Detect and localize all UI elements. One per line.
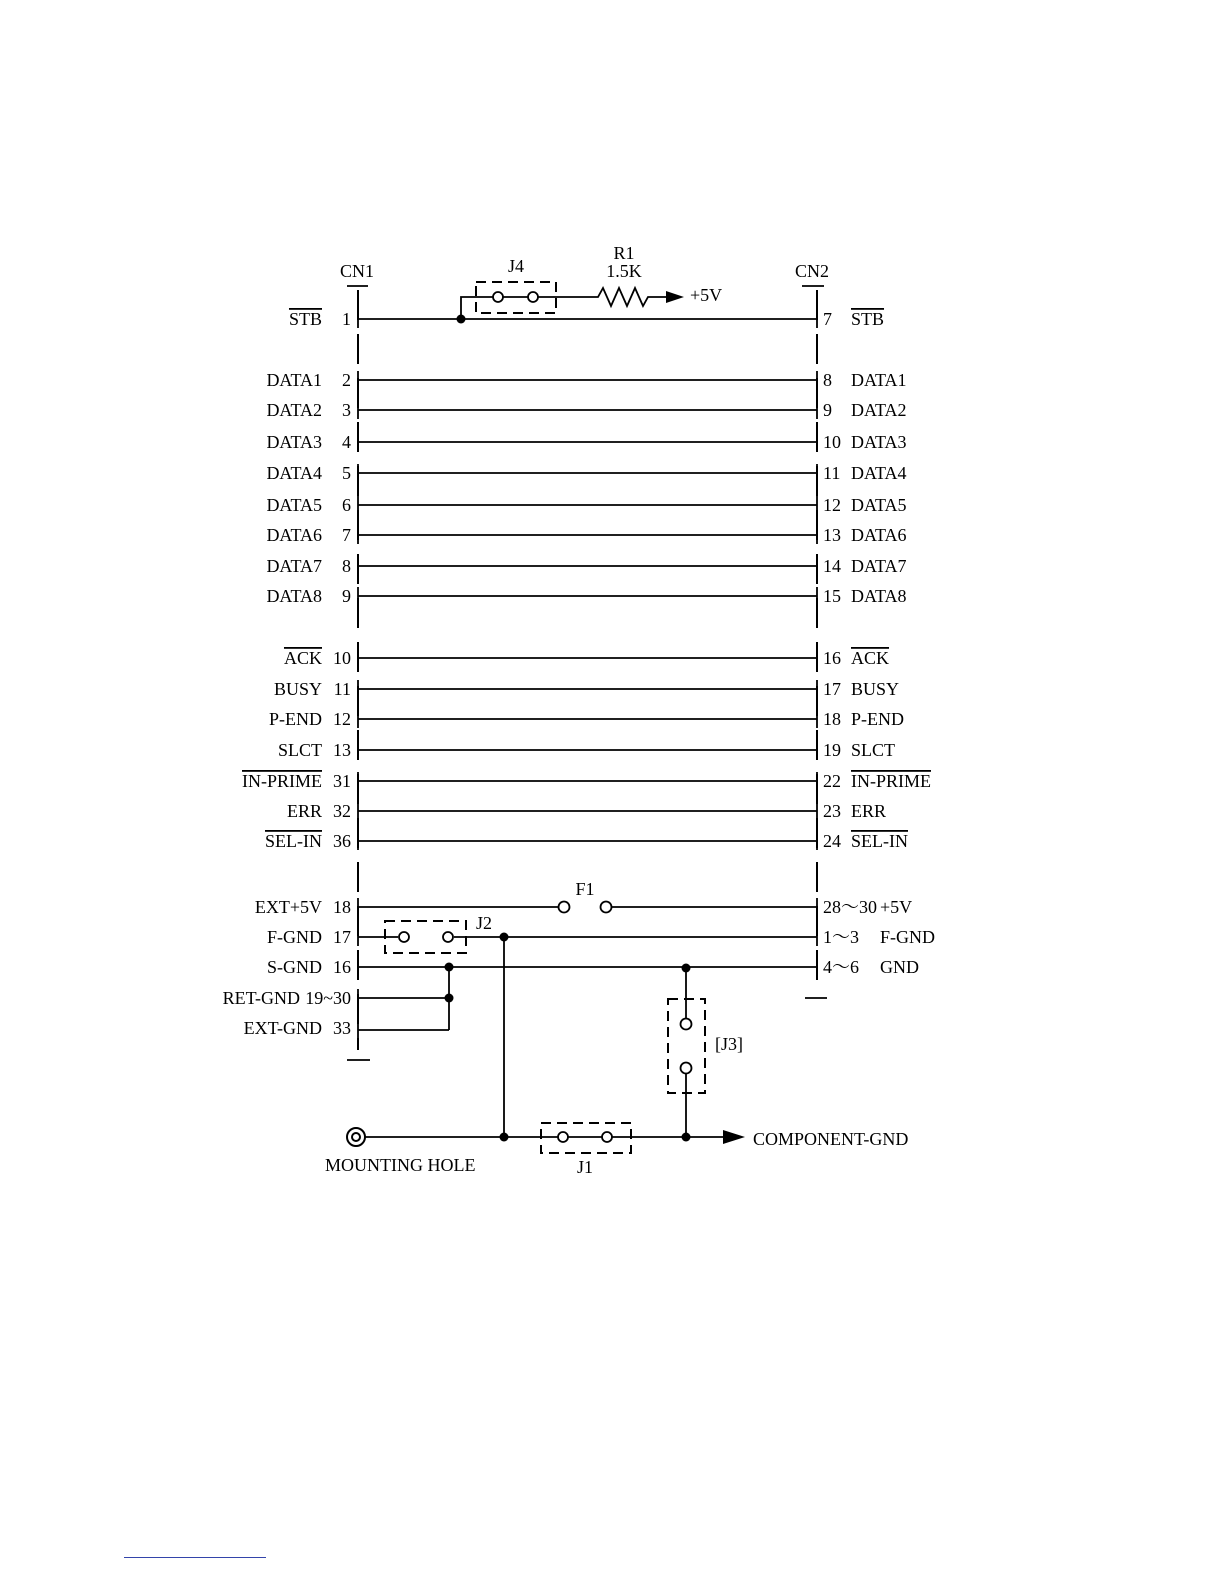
cn1-signal-name: DATA1 xyxy=(266,370,322,390)
cn2-signal-name: DATA4 xyxy=(851,463,907,483)
power-row xyxy=(267,927,935,947)
cn1-pin-number: 17 xyxy=(333,927,351,947)
f1-label: F1 xyxy=(575,879,595,899)
j3-terminal-b xyxy=(681,1063,692,1074)
cn2-pin-number: 14 xyxy=(823,556,841,576)
signal-row xyxy=(287,801,886,821)
cn1-power-name: S-GND xyxy=(266,957,322,977)
footer-rule xyxy=(124,1557,266,1558)
power-rows xyxy=(255,897,935,977)
cn2-signal-name: DATA1 xyxy=(851,370,907,390)
cn1-power-name: F-GND xyxy=(266,927,322,947)
signal-row xyxy=(284,648,889,668)
cn1-pin-number: 7 xyxy=(342,525,351,545)
signal-row xyxy=(266,556,906,576)
signal-row xyxy=(266,495,906,515)
cn1-pin-number: 32 xyxy=(333,801,351,821)
f1-terminal-a xyxy=(559,902,570,913)
r1-supply-arrow xyxy=(666,291,684,303)
cn2-pin-number: 7 xyxy=(823,309,832,329)
ext-gnd-name: EXT-GND xyxy=(243,1018,322,1038)
cn2-signal-name: DATA2 xyxy=(851,400,907,420)
j2-label: J2 xyxy=(475,913,493,933)
signal-row xyxy=(266,525,906,545)
cn2-signal-name: DATA3 xyxy=(851,432,907,452)
signal-row xyxy=(274,679,899,699)
cn2-signal-name: DATA8 xyxy=(851,586,907,606)
mounting-hole-center-icon xyxy=(352,1133,360,1141)
signal-row xyxy=(269,709,904,729)
j3-label: [J3] xyxy=(715,1034,743,1054)
cn2-signal-name: DATA7 xyxy=(851,556,907,576)
cn2-power-name: GND xyxy=(880,957,919,977)
signal-row xyxy=(266,586,906,606)
j2-terminal-b xyxy=(443,932,453,942)
signal-rows xyxy=(242,309,931,851)
cn2-pin-number: 16 xyxy=(823,648,841,668)
cn2-signal-name: ACK xyxy=(851,648,890,668)
cn1-signal-name: BUSY xyxy=(273,679,322,699)
j1-box xyxy=(541,1123,631,1153)
j3-terminal-a xyxy=(681,1019,692,1030)
cn2-signal-name: ERR xyxy=(851,801,887,821)
cn1-power-name: EXT+5V xyxy=(254,897,322,917)
r1-name: R1 xyxy=(613,243,635,263)
r1-value: 1.5K xyxy=(606,261,642,281)
cn1-pin-number: 16 xyxy=(333,957,351,977)
cn2-pin-number: 12 xyxy=(823,495,841,515)
r1-supply-label: +5V xyxy=(690,285,723,305)
cn1-pin-number: 13 xyxy=(333,740,351,760)
r1-resistor xyxy=(558,288,668,306)
signal-row xyxy=(265,831,908,851)
ret-gnd-pin: 19~30 xyxy=(305,988,351,1008)
cn1-signal-name: ERR xyxy=(286,801,322,821)
signal-row xyxy=(266,370,906,390)
cn1-pin-number: 36 xyxy=(333,831,351,851)
cn2-pin-number: 8 xyxy=(823,370,832,390)
cn2-signal-name: DATA5 xyxy=(851,495,907,515)
cn1-signal-name: DATA5 xyxy=(266,495,322,515)
cn1-signal-name: DATA2 xyxy=(266,400,322,420)
cn2-pin-number: 28～30 xyxy=(823,897,877,917)
signal-row xyxy=(289,309,884,329)
ext-gnd-pin: 33 xyxy=(333,1018,351,1038)
cn1-pin-number: 6 xyxy=(342,495,351,515)
component-gnd-label: COMPONENT-GND xyxy=(753,1129,909,1149)
cn2-signal-name: SEL-IN xyxy=(851,831,908,851)
cn2-pin-number: 11 xyxy=(823,463,841,483)
cn1-signal-name: P-END xyxy=(269,709,322,729)
cn1-signal-name: DATA7 xyxy=(266,556,322,576)
cn2-pin-number: 22 xyxy=(823,771,841,791)
cn2-label: CN2 xyxy=(794,261,830,281)
signal-row xyxy=(242,771,931,791)
cn2-pin-number: 13 xyxy=(823,525,841,545)
j2-terminal-a xyxy=(399,932,409,942)
cn1-pin-number: 31 xyxy=(333,771,351,791)
j1-terminal-a xyxy=(558,1132,568,1142)
component-gnd-arrow xyxy=(723,1130,745,1144)
power-row xyxy=(267,957,919,977)
chassis-junction-dot-1 xyxy=(500,1133,509,1142)
cn2-pin-number: 10 xyxy=(823,432,841,452)
j4-terminal-b xyxy=(528,292,538,302)
cn2-pin-number: 19 xyxy=(823,740,841,760)
signal-row xyxy=(266,463,906,483)
cn2-signal-name: STB xyxy=(851,309,885,329)
cn2-signal-name: BUSY xyxy=(851,679,900,699)
j1-terminal-b xyxy=(602,1132,612,1142)
cn2-pin-number: 1～3 xyxy=(823,927,859,947)
cn2-signal-name: IN-PRIME xyxy=(851,771,931,791)
cn1-pin-number: 9 xyxy=(342,586,351,606)
mounting-hole-label: MOUNTING HOLE xyxy=(325,1155,476,1175)
cn2-signal-name: SLCT xyxy=(851,740,896,760)
cn1-pin-number: 10 xyxy=(333,648,351,668)
j1-label: J1 xyxy=(576,1157,594,1177)
cn2-pin-number: 18 xyxy=(823,709,841,729)
cn1-signal-name: DATA3 xyxy=(266,432,322,452)
cn1-pin-number: 11 xyxy=(333,679,351,699)
power-row xyxy=(255,897,912,917)
signal-row xyxy=(266,432,906,452)
cn2-pin-number: 4～6 xyxy=(823,957,859,977)
cn1-pin-number: 1 xyxy=(342,309,351,329)
cn2-pin-number: 17 xyxy=(823,679,841,699)
cn1-pin-number: 18 xyxy=(333,897,351,917)
cn1-pin-number: 2 xyxy=(342,370,351,390)
signal-row xyxy=(278,740,895,760)
cn1-signal-name: SEL-IN xyxy=(265,831,322,851)
cn2-power-name: F-GND xyxy=(880,927,936,947)
j4-label: J4 xyxy=(507,256,525,276)
cn2-pin-number: 24 xyxy=(823,831,841,851)
ret-gnd-name: RET-GND xyxy=(222,988,300,1008)
cn2-pin-number: 23 xyxy=(823,801,841,821)
cn1-signal-name: DATA4 xyxy=(266,463,322,483)
cn1-signal-name: DATA6 xyxy=(266,525,322,545)
j4-terminal-a xyxy=(493,292,503,302)
cn2-signal-name: P-END xyxy=(851,709,904,729)
cn1-signal-name: STB xyxy=(288,309,322,329)
cn1-signal-name: IN-PRIME xyxy=(242,771,322,791)
cn1-signal-name: DATA8 xyxy=(266,586,322,606)
cn1-signal-name: ACK xyxy=(283,648,322,668)
cn1-label: CN1 xyxy=(339,261,375,281)
signal-row xyxy=(266,400,906,420)
cn2-signal-name: DATA6 xyxy=(851,525,907,545)
cn2-pin-number: 15 xyxy=(823,586,841,606)
cn2-pin-number: 9 xyxy=(823,400,832,420)
cn1-pin-number: 3 xyxy=(342,400,351,420)
cn1-pin-number: 5 xyxy=(342,463,351,483)
cn1-pin-number: 12 xyxy=(333,709,351,729)
cn1-pin-number: 8 xyxy=(342,556,351,576)
cn1-signal-name: SLCT xyxy=(277,740,322,760)
cn2-power-name: +5V xyxy=(880,897,913,917)
f1-terminal-b xyxy=(601,902,612,913)
cn1-pin-number: 4 xyxy=(342,432,351,452)
chassis-junction-dot-2 xyxy=(682,1133,691,1142)
